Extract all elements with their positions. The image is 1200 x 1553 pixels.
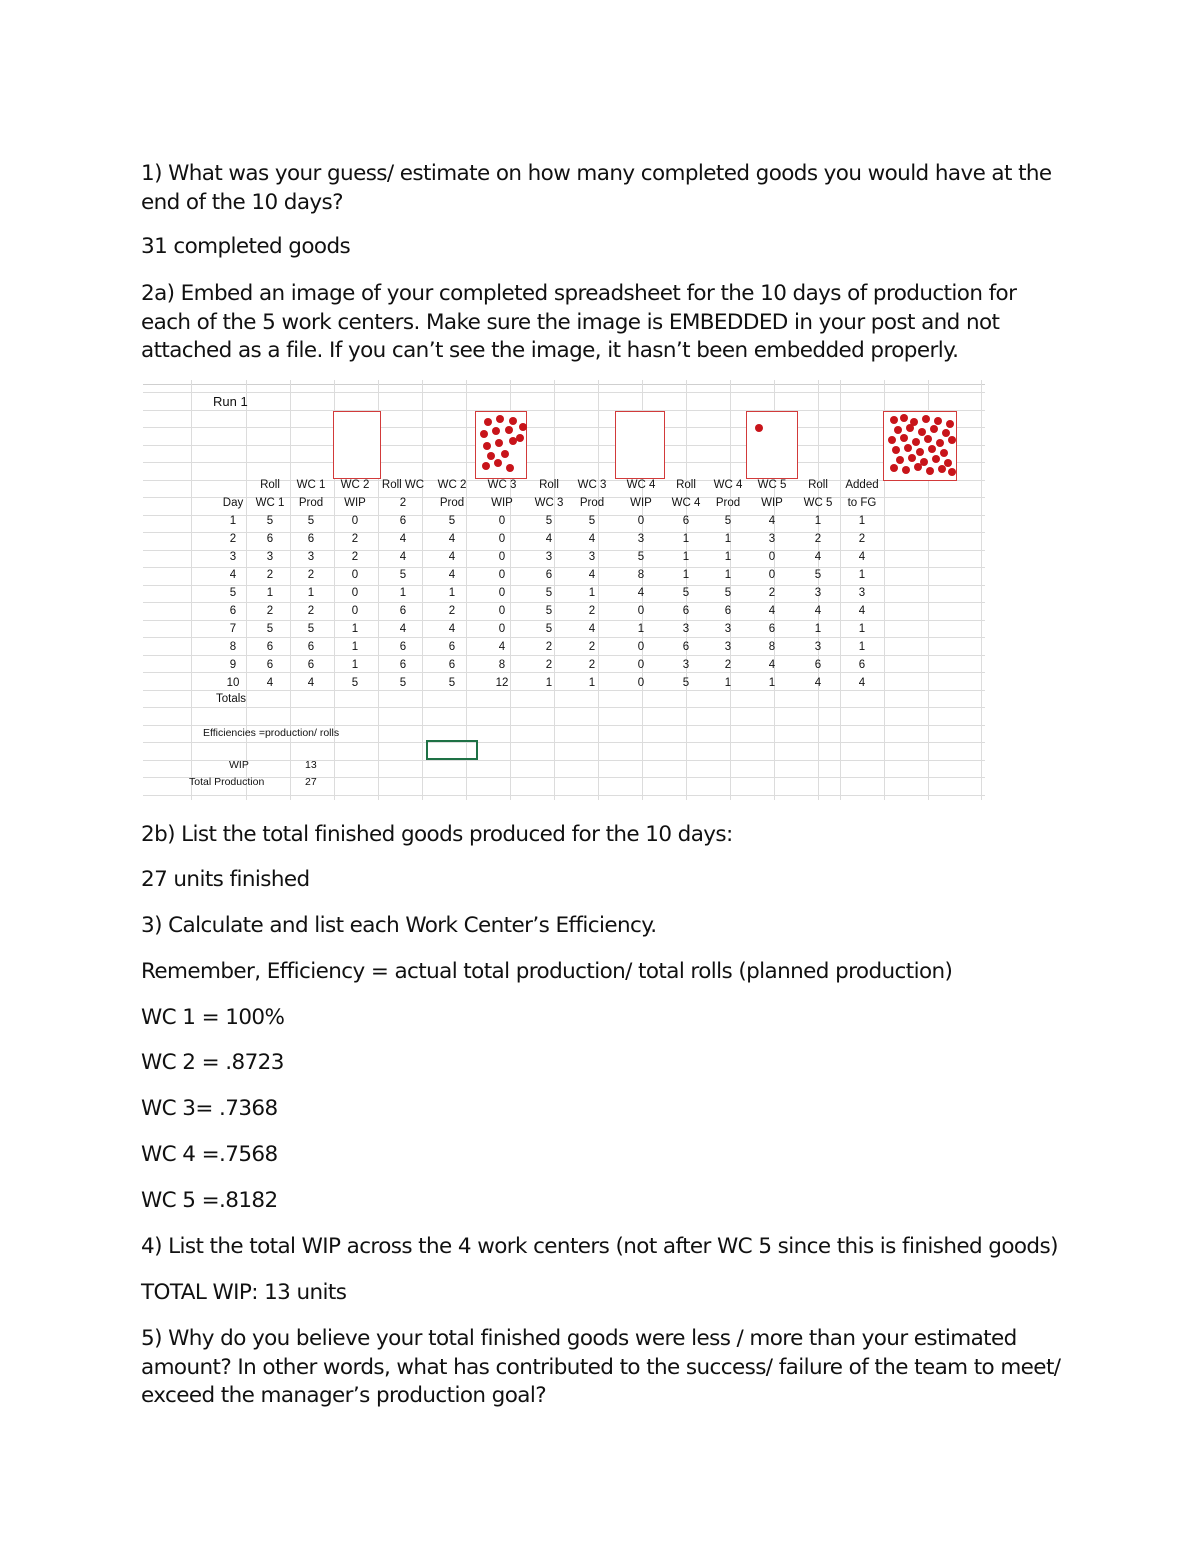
gridline-horizontal (143, 427, 985, 428)
column-header: Roll (676, 479, 696, 491)
table-cell: 3 (307, 551, 315, 563)
column-header: WIP (630, 497, 652, 509)
efficiency-wc1: WC 1 = 100% (141, 1005, 285, 1030)
table-cell: 5 (682, 677, 690, 689)
table-cell: 0 (351, 569, 359, 581)
table-cell: 6 (229, 605, 237, 617)
q4-question: 4) List the total WIP across the 4 work centers (not after WC 5 since this is finished goods) (141, 1234, 1058, 1259)
table-cell: 6 (399, 659, 407, 671)
total-production-value: 27 (305, 776, 317, 788)
table-cell: 1 (768, 677, 776, 689)
table-cell: 0 (351, 515, 359, 527)
table-cell: 6 (399, 515, 407, 527)
table-cell: 1 (814, 515, 822, 527)
table-cell: 1 (724, 551, 732, 563)
table-cell: 3 (682, 623, 690, 635)
wip-unit-dot (938, 465, 946, 473)
wip-unit-dot (930, 425, 938, 433)
table-cell: 3 (724, 641, 732, 653)
q3-reminder: Remember, Efficiency = actual total production/ total rolls (planned production) (141, 959, 953, 984)
table-cell: 6 (266, 641, 274, 653)
wip-unit-dot (506, 464, 514, 472)
table-cell: 3 (724, 623, 732, 635)
table-cell: 6 (307, 659, 315, 671)
table-cell: 4 (637, 587, 645, 599)
table-cell: 4 (814, 677, 822, 689)
wip-unit-dot (483, 442, 491, 450)
table-cell: 4 (768, 605, 776, 617)
table-cell: 4 (307, 677, 315, 689)
wip-unit-dot (906, 424, 914, 432)
table-cell: 9 (229, 659, 237, 671)
wip-unit-dot (916, 448, 924, 456)
table-cell: 4 (229, 569, 237, 581)
table-cell: 5 (399, 569, 407, 581)
wip-unit-dot (501, 450, 509, 458)
table-cell: 1 (858, 515, 866, 527)
efficiency-wc3: WC 3= .7368 (141, 1096, 278, 1121)
column-header: Prod (715, 497, 741, 509)
gridline-horizontal (143, 760, 985, 761)
table-cell: 3 (814, 641, 822, 653)
wip-unit-dot (904, 444, 912, 452)
table-cell: 4 (588, 533, 596, 545)
wip-unit-dot (890, 416, 898, 424)
q5-question: 5) Why do you believe your total finished goods were less / more than your estimated amount? In other words, what has contributed to the success/ failure of the team to meet/ exceed the manager’s production goal? (141, 1326, 1061, 1408)
table-cell: 6 (682, 641, 690, 653)
table-cell: 2 (307, 569, 315, 581)
table-cell: 8 (229, 641, 237, 653)
wip-unit-dot (888, 436, 896, 444)
table-cell: 5 (266, 515, 274, 527)
wip-unit-dot (946, 420, 954, 428)
table-cell: 0 (637, 515, 645, 527)
table-cell: 1 (351, 641, 359, 653)
wip-value: 13 (305, 759, 317, 771)
table-cell: 5 (814, 569, 822, 581)
selected-cell[interactable] (426, 740, 478, 760)
table-cell: 6 (448, 641, 456, 653)
wip-label: WIP (229, 759, 249, 771)
table-cell: 1 (229, 515, 237, 527)
column-header: Roll (260, 479, 280, 491)
table-cell: 4 (399, 551, 407, 563)
table-cell: 4 (858, 551, 866, 563)
table-cell: 5 (229, 587, 237, 599)
table-cell: 6 (724, 605, 732, 617)
wip-unit-dot (914, 463, 922, 471)
wip-unit-dot (492, 427, 500, 435)
efficiency-wc2: WC 2 = .8723 (141, 1050, 284, 1075)
table-cell: 1 (448, 587, 456, 599)
table-cell: 0 (768, 569, 776, 581)
table-cell: 8 (498, 659, 506, 671)
table-cell: 1 (858, 569, 866, 581)
gridline-horizontal (143, 707, 985, 708)
table-cell: 5 (545, 587, 553, 599)
column-header: Prod (579, 497, 605, 509)
table-cell: 6 (307, 641, 315, 653)
table-cell: 5 (307, 623, 315, 635)
table-cell: 4 (448, 569, 456, 581)
table-cell: 1 (724, 533, 732, 545)
table-cell: 1 (814, 623, 822, 635)
table-cell: 4 (448, 533, 456, 545)
wip-unit-dot (480, 430, 488, 438)
table-cell: 3 (682, 659, 690, 671)
table-cell: 1 (637, 623, 645, 635)
table-cell: 1 (724, 569, 732, 581)
table-cell: 0 (498, 533, 506, 545)
wip-unit-dot (908, 454, 916, 462)
table-cell: 1 (399, 587, 407, 599)
table-cell: 6 (858, 659, 866, 671)
table-cell: 6 (545, 569, 553, 581)
table-cell: 2 (545, 659, 553, 671)
column-header: Roll (539, 479, 559, 491)
wip-unit-dot (482, 462, 490, 470)
q2b-question: 2b) List the total finished goods produced for the 10 days: (141, 822, 733, 847)
table-cell: 5 (637, 551, 645, 563)
wip-box (475, 411, 527, 479)
wip-unit-dot (940, 449, 948, 457)
table-cell: 0 (768, 551, 776, 563)
table-cell: 0 (498, 551, 506, 563)
table-cell: 3 (858, 587, 866, 599)
table-cell: 4 (399, 533, 407, 545)
table-cell: 5 (545, 515, 553, 527)
table-cell: 4 (814, 605, 822, 617)
table-cell: 5 (545, 605, 553, 617)
table-cell: 3 (545, 551, 553, 563)
column-header: Roll WC (381, 479, 425, 491)
totals-label: Totals (216, 693, 247, 705)
column-header: WC 4 (713, 479, 743, 491)
gridline-horizontal (143, 742, 985, 743)
table-cell: 2 (588, 605, 596, 617)
total-production-label: Total Production (189, 776, 265, 788)
table-cell: 0 (637, 641, 645, 653)
column-header: to FG (847, 497, 877, 509)
table-cell: 1 (351, 659, 359, 671)
table-cell: 4 (498, 641, 506, 653)
wip-unit-dot (505, 426, 513, 434)
column-header: WC 1 (255, 497, 285, 509)
efficiencies-label: Efficiencies =production/ rolls (203, 727, 340, 739)
table-cell: 2 (266, 569, 274, 581)
table-cell: 6 (307, 533, 315, 545)
column-header: Prod (439, 497, 465, 509)
table-cell: 12 (495, 677, 509, 689)
table-cell: 5 (545, 623, 553, 635)
column-header: WC 4 (671, 497, 701, 509)
table-cell: 2 (768, 587, 776, 599)
table-cell: 4 (448, 623, 456, 635)
wip-unit-dot (495, 439, 503, 447)
wip-unit-dot (896, 456, 904, 464)
table-cell: 8 (637, 569, 645, 581)
wip-unit-dot (519, 423, 527, 431)
table-cell: 0 (498, 605, 506, 617)
wip-unit-dot (487, 452, 495, 460)
table-cell: 0 (498, 515, 506, 527)
column-header: WIP (761, 497, 783, 509)
table-cell: 3 (637, 533, 645, 545)
table-cell: 6 (266, 659, 274, 671)
wip-unit-dot (509, 417, 517, 425)
wip-unit-dot (932, 455, 940, 463)
table-cell: 2 (307, 605, 315, 617)
column-header: WC 5 (757, 479, 787, 491)
wip-unit-dot (936, 439, 944, 447)
table-cell: 3 (266, 551, 274, 563)
q4-answer: TOTAL WIP: 13 units (141, 1280, 347, 1305)
table-cell: 2 (229, 533, 237, 545)
wip-unit-dot (924, 435, 932, 443)
table-cell: 5 (724, 587, 732, 599)
table-cell: 5 (399, 677, 407, 689)
table-cell: 6 (266, 533, 274, 545)
gridline-horizontal (143, 445, 985, 446)
table-cell: 6 (399, 605, 407, 617)
table-cell: 1 (682, 551, 690, 563)
table-cell: 1 (682, 533, 690, 545)
sheet-column-header-strip (143, 380, 985, 385)
table-cell: 1 (307, 587, 315, 599)
table-cell: 1 (588, 677, 596, 689)
table-cell: 6 (682, 605, 690, 617)
gridline-horizontal (143, 410, 985, 411)
wip-unit-dot (926, 467, 934, 475)
table-cell: 6 (448, 659, 456, 671)
table-cell: 2 (724, 659, 732, 671)
wip-unit-dot (934, 417, 942, 425)
table-cell: 3 (229, 551, 237, 563)
wip-unit-dot (900, 434, 908, 442)
column-header: Day (222, 497, 244, 509)
table-cell: 2 (858, 533, 866, 545)
column-header: WC 3 (534, 497, 564, 509)
table-cell: 6 (768, 623, 776, 635)
table-cell: 5 (588, 515, 596, 527)
table-cell: 0 (498, 569, 506, 581)
table-cell: 2 (351, 533, 359, 545)
table-cell: 3 (588, 551, 596, 563)
table-cell: 5 (351, 677, 359, 689)
gridline-horizontal (143, 795, 985, 796)
table-cell: 4 (399, 623, 407, 635)
column-header: WC 3 (487, 479, 517, 491)
wip-unit-dot (948, 436, 956, 444)
table-cell: 0 (637, 677, 645, 689)
table-cell: 4 (858, 677, 866, 689)
table-cell: 0 (351, 605, 359, 617)
gridline-horizontal (143, 462, 985, 463)
table-cell: 1 (266, 587, 274, 599)
table-cell: 5 (266, 623, 274, 635)
table-cell: 4 (768, 659, 776, 671)
column-header: Prod (298, 497, 324, 509)
table-cell: 1 (588, 587, 596, 599)
table-cell: 5 (307, 515, 315, 527)
q2b-answer: 27 units finished (141, 867, 310, 892)
column-header: WC 2 (437, 479, 467, 491)
table-cell: 5 (724, 515, 732, 527)
table-cell: 0 (498, 587, 506, 599)
table-cell: 1 (858, 641, 866, 653)
table-cell: 5 (448, 515, 456, 527)
gridline-horizontal (143, 777, 985, 778)
table-cell: 4 (768, 515, 776, 527)
column-header: WC 4 (626, 479, 656, 491)
table-cell: 2 (588, 659, 596, 671)
table-cell: 3 (814, 587, 822, 599)
column-header: Added (845, 479, 879, 491)
table-cell: 3 (768, 533, 776, 545)
table-cell: 0 (498, 623, 506, 635)
table-cell: 7 (229, 623, 237, 635)
wip-unit-dot (922, 415, 930, 423)
table-cell: 10 (226, 677, 240, 689)
table-cell: 1 (858, 623, 866, 635)
wip-unit-dot (890, 464, 898, 472)
table-cell: 2 (588, 641, 596, 653)
spreadsheet-image (143, 380, 985, 800)
efficiency-wc4: WC 4 =.7568 (141, 1142, 278, 1167)
gridline-horizontal (143, 655, 985, 656)
efficiency-wc5: WC 5 =.8182 (141, 1188, 278, 1213)
table-cell: 0 (351, 587, 359, 599)
table-cell: 1 (545, 677, 553, 689)
table-cell: 6 (399, 641, 407, 653)
table-cell: 1 (351, 623, 359, 635)
wip-unit-dot (894, 426, 902, 434)
q3-question: 3) Calculate and list each Work Center’s Efficiency. (141, 913, 657, 938)
q1-question: 1) What was your guess/ estimate on how many completed goods you would have at the end of the 10 days? (141, 161, 1052, 215)
column-header: WC 1 (296, 479, 326, 491)
wip-unit-dot (948, 468, 956, 476)
gridline-horizontal (143, 725, 985, 726)
table-cell: 4 (266, 677, 274, 689)
run-label: Run 1 (213, 394, 248, 409)
table-cell: 4 (448, 551, 456, 563)
column-header: WC 3 (577, 479, 607, 491)
q1-answer: 31 completed goods (141, 234, 351, 259)
table-cell: 4 (545, 533, 553, 545)
gridline-horizontal (143, 620, 985, 621)
wip-box (883, 411, 957, 481)
wip-box (333, 411, 381, 479)
wip-unit-dot (516, 434, 524, 442)
gridline-vertical (191, 380, 192, 800)
wip-unit-dot (902, 466, 910, 474)
table-cell: 0 (637, 659, 645, 671)
table-cell: 5 (682, 587, 690, 599)
table-cell: 0 (637, 605, 645, 617)
table-cell: 1 (724, 677, 732, 689)
table-cell: 2 (351, 551, 359, 563)
gridline-horizontal (143, 392, 985, 393)
q2a-question: 2a) Embed an image of your completed spreadsheet for the 10 days of production for each of the 5 work centers. Make sure the image is EMBEDDED in your post and not attached as a file. If you can’t see the image, it hasn’t been embedded properly. (141, 281, 1017, 363)
table-cell: 4 (588, 569, 596, 581)
column-header: WIP (344, 497, 366, 509)
table-cell: 2 (814, 533, 822, 545)
wip-box (615, 411, 665, 479)
table-cell: 2 (545, 641, 553, 653)
wip-unit-dot (900, 414, 908, 422)
table-cell: 4 (814, 551, 822, 563)
wip-unit-dot (496, 415, 504, 423)
wip-unit-dot (912, 438, 920, 446)
wip-unit-dot (509, 437, 517, 445)
wip-unit-dot (755, 424, 763, 432)
gridline-horizontal (143, 637, 985, 638)
table-cell: 6 (814, 659, 822, 671)
table-cell: 1 (682, 569, 690, 581)
column-header: WC 5 (803, 497, 833, 509)
wip-box (746, 411, 798, 479)
wip-unit-dot (928, 445, 936, 453)
column-header: WIP (491, 497, 513, 509)
gridline-horizontal (143, 602, 985, 603)
column-header: 2 (399, 497, 407, 509)
gridline-horizontal (143, 672, 985, 673)
table-cell: 2 (266, 605, 274, 617)
table-cell: 8 (768, 641, 776, 653)
table-cell: 4 (858, 605, 866, 617)
column-header: Roll (808, 479, 828, 491)
gridline-horizontal (143, 690, 985, 691)
column-header: WC 2 (340, 479, 370, 491)
wip-unit-dot (892, 446, 900, 454)
wip-unit-dot (494, 459, 502, 467)
gridline-vertical (981, 380, 982, 800)
table-cell: 4 (588, 623, 596, 635)
table-cell: 6 (682, 515, 690, 527)
wip-unit-dot (484, 418, 492, 426)
table-cell: 5 (448, 677, 456, 689)
table-cell: 2 (448, 605, 456, 617)
